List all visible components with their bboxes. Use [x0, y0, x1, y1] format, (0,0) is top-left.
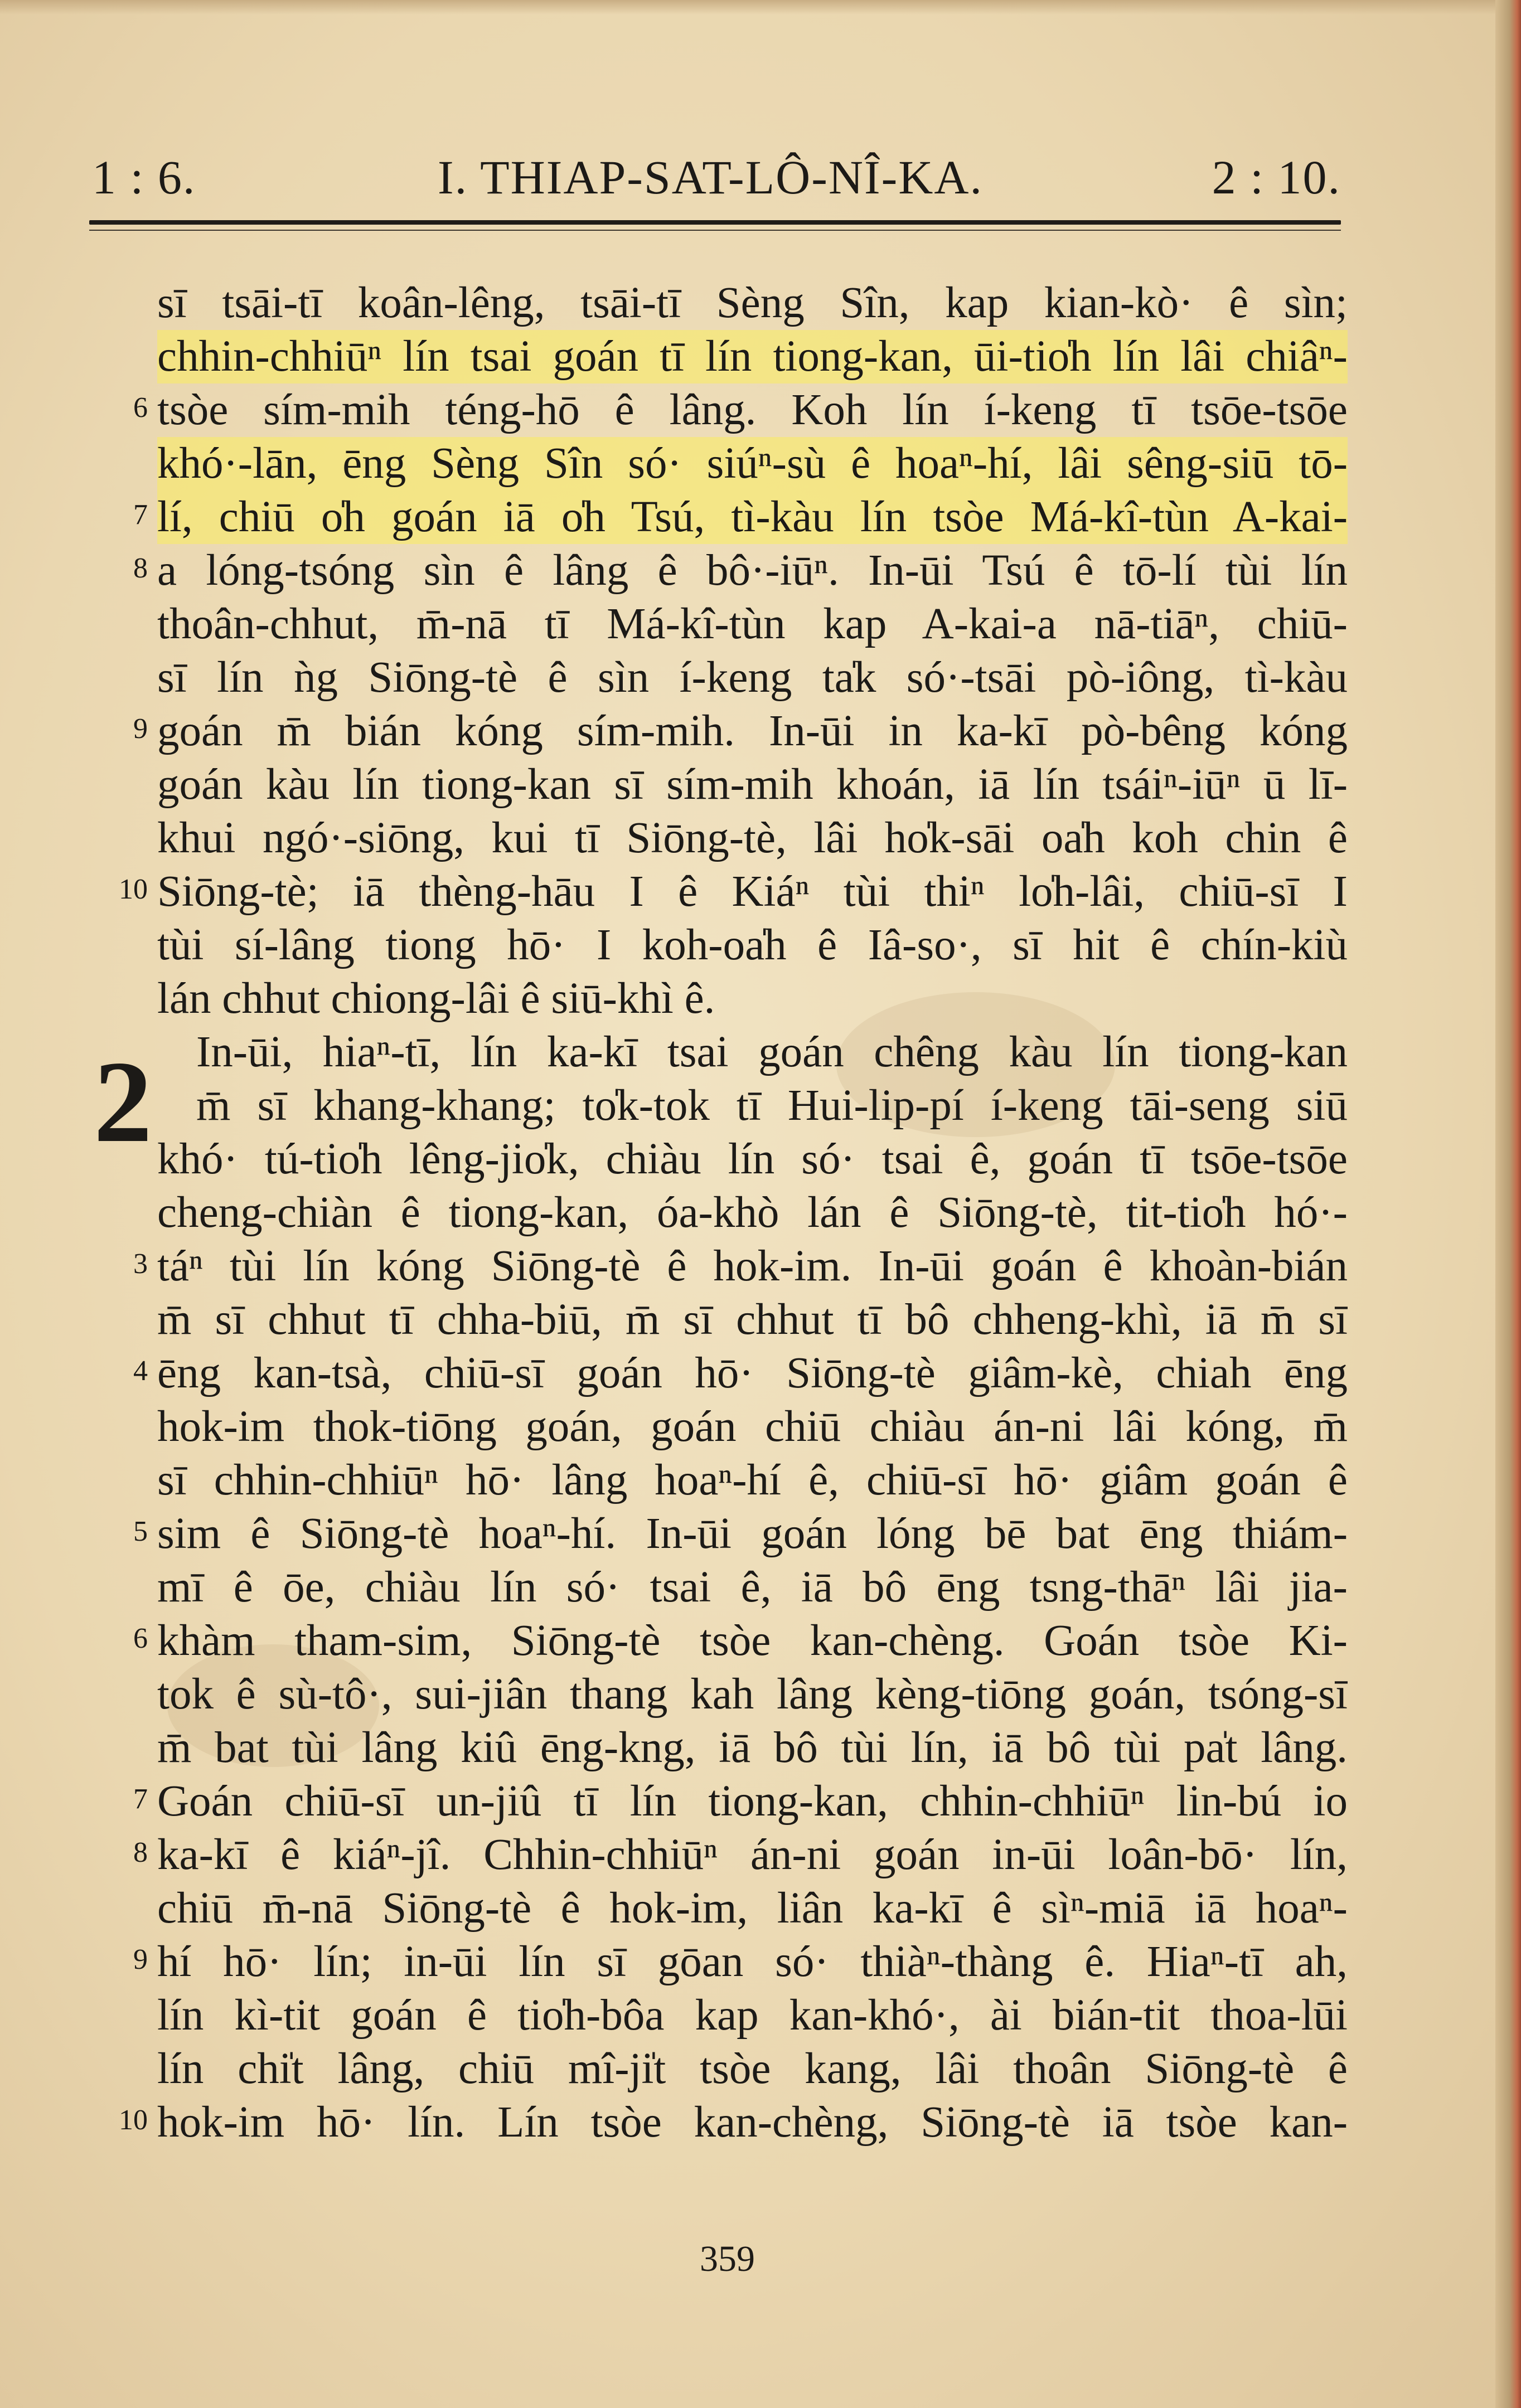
text-line: tùi sí-lâng tiong hō· I koh-oa̍h ê Iâ-so·, sī hit ê chín-kiù: [157, 921, 1348, 969]
header-book-title: I. THIAP-SAT-LÔ-NÎ-KA.: [438, 151, 983, 204]
verse-number: 7: [133, 499, 148, 531]
verse-number: 3: [133, 1248, 148, 1280]
text-line-last: lán chhut chiong-lâi ê siū-khì ê.: [157, 974, 715, 1023]
page-number: 359: [700, 2239, 755, 2279]
text-line: m̄ sī chhut tī chha-biū, m̄ sī chhut tī bô chheng-khì, iā m̄ sī: [157, 1295, 1348, 1344]
verse-number: 6: [133, 392, 148, 424]
text-line: tsòe sím-mih téng-hō ê lâng. Koh lín í-keng tī tsōe-tsōe: [157, 386, 1348, 434]
text-line: ka-kī ê kiáⁿ-jî. Chhin-chhiūⁿ án-ni goán in-ūi loân-bō· lín,: [157, 1831, 1348, 1879]
text-line: ēng kan-tsà, chiū-sī goán hō· Siōng-tè giâm-kè, chiah ēng: [157, 1349, 1348, 1397]
text-line: lín chi̍t lâng, chiū mî-ji̍t tsòe kang, lâi thoân Siōng-tè ê: [157, 2045, 1348, 2093]
text-line: hok-im thok-tiōng goán, goán chiū chiàu án-ni lâi kóng, m̄: [157, 1402, 1348, 1451]
text-line: sī lín ǹg Siōng-tè ê sìn í-keng ta̍k só·-tsāi pò-iông, tì-kàu: [157, 653, 1348, 702]
text-line: lín kì-tit goán ê tio̍h-bôa kap kan-khó·, ài bián-tit thoa-lūi: [157, 1991, 1348, 2040]
text-line: sī tsāi-tī koân-lêng, tsāi-tī Sèng Sîn, kap kian-kò· ê sìn;: [157, 279, 1348, 327]
text-line: khui ngó·-siōng, kui tī Siōng-tè, lâi ho̍k-sāi oa̍h koh chin ê: [157, 814, 1348, 862]
text-line: goán m̄ bián kóng sím-mih. In-ūi in ka-kī pò-bêng kóng: [157, 707, 1348, 755]
text-line: thoân-chhut, m̄-nā tī Má-kî-tùn kap A-kai-a nā-tiāⁿ, chiū-: [157, 600, 1348, 648]
verse-number: 10: [119, 873, 148, 905]
verse-number: 5: [133, 1516, 148, 1547]
text-line: mī ê ōe, chiàu lín só· tsai ê, iā bô ēng tsng-thāⁿ lâi jia-: [157, 1563, 1348, 1611]
header-chapter-verse-end: 2 : 10.: [1212, 151, 1341, 204]
text-line: khàm tham-sim, Siōng-tè tsòe kan-chèng. Goán tsòe Ki-: [157, 1616, 1348, 1665]
verse-number: 7: [133, 1783, 148, 1815]
text-line: sī chhin-chhiūⁿ hō· lâng hoaⁿ-hí ê, chiū-sī hō· giâm goán ê: [157, 1456, 1348, 1504]
chapter-number: 2: [94, 1037, 152, 1167]
text-line: chiū m̄-nā Siōng-tè ê hok-im, liân ka-kī ê sìⁿ-miā iā hoaⁿ-: [157, 1884, 1348, 1933]
text-line: a lóng-tsóng sìn ê lâng ê bô·-iūⁿ. In-ūi Tsú ê tō-lí tùi lín: [157, 546, 1348, 595]
verse-number: 10: [119, 2104, 148, 2136]
text-line: cheng-chiàn ê tiong-kan, óa-khò lán ê Siōng-tè, tit-tio̍h hó·-: [157, 1188, 1348, 1237]
verse-number: 6: [133, 1623, 148, 1654]
text-line: Siōng-tè; iā thèng-hāu I ê Kiáⁿ tùi thiⁿ lo̍h-lâi, chiū-sī I: [157, 867, 1348, 916]
verse-number: 9: [133, 1944, 148, 1975]
verse-number: 8: [133, 1837, 148, 1868]
text-line: tok ê sù-tô·, sui-jiân thang kah lâng kèng-tiōng goán, tsóng-sī: [157, 1670, 1348, 1718]
text-line: sim ê Siōng-tè hoaⁿ-hí. In-ūi goán lóng bē bat ēng thiám-: [157, 1509, 1348, 1558]
verse-number: 8: [133, 552, 148, 584]
verse-number: 4: [133, 1355, 148, 1387]
text-line-highlighted: khó·-lān, ēng Sèng Sîn só· siúⁿ-sù ê hoaⁿ-hí, lâi sêng-siū tō-: [157, 437, 1348, 491]
text-line: goán kàu lín tiong-kan sī sím-mih khoán, iā lín tsáiⁿ-iūⁿ ū lī-: [157, 760, 1348, 809]
text-line: táⁿ tùi lín kóng Siōng-tè ê hok-im. In-ūi goán ê khoàn-bián: [157, 1242, 1348, 1290]
header-chapter-verse-start: 1 : 6.: [92, 151, 196, 204]
text-line: Goán chiū-sī un-jiû tī lín tiong-kan, chhin-chhiūⁿ lin-bú io: [157, 1777, 1348, 1826]
text-line: hí hō· lín; in-ūi lín sī gōan só· thiàⁿ-thàng ê. Hiaⁿ-tī ah,: [157, 1938, 1348, 1986]
text-line: m̄ sī khang-khang; to̍k-tok tī Hui-lip-pí í-keng tāi-seng siū: [196, 1081, 1348, 1130]
text-line: In-ūi, hiaⁿ-tī, lín ka-kī tsai goán chêng kàu lín tiong-kan: [196, 1028, 1348, 1076]
text-line-highlighted: chhin-chhiūⁿ lín tsai goán tī lín tiong-kan, ūi-tio̍h lín lâi chiâⁿ-: [157, 330, 1348, 383]
text-line-highlighted: lí, chiū o̍h goán iā o̍h Tsú, tì-kàu lín tsòe Má-kî-tùn A-kai-: [157, 491, 1348, 544]
verse-number: 9: [133, 713, 148, 745]
text-line: m̄ bat tùi lâng kiû ēng-kng, iā bô tùi lín, iā bô tùi pa̍t lâng.: [157, 1724, 1348, 1772]
text-line: hok-im hō· lín. Lín tsòe kan-chèng, Siōng-tè iā tsòe kan-: [157, 2098, 1348, 2147]
text-line: khó· tú-tio̍h lêng-jio̍k, chiàu lín só· tsai ê, goán tī tsōe-tsōe: [157, 1135, 1348, 1183]
